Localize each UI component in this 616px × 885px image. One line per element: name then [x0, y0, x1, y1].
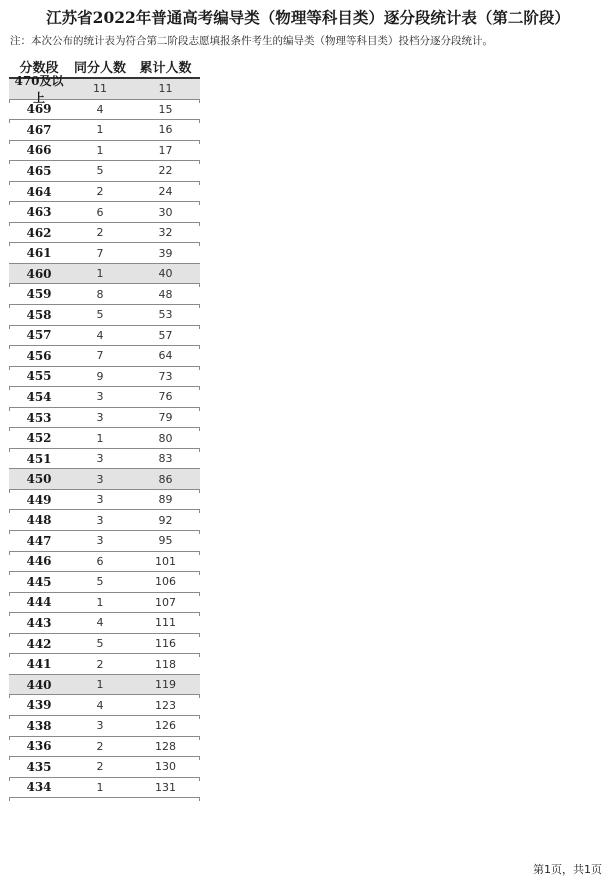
- score-cell: 462: [26, 225, 52, 240]
- note-text: 注：本次公布的统计表为符合第二阶段志愿填报条件考生的编导类（物理等科目类）投档分逐分段统计。: [10, 35, 493, 47]
- table-row: [9, 552, 200, 573]
- same-count-cell: 1: [96, 143, 104, 157]
- table-row: [9, 243, 200, 264]
- score-cell: 457: [26, 328, 52, 343]
- cumulative-cell: 22: [158, 164, 173, 178]
- table-row: [9, 408, 200, 429]
- same-count-cell: 1: [96, 123, 104, 137]
- table-row: [9, 510, 200, 531]
- same-count-cell: 5: [96, 637, 104, 651]
- table-row: [9, 100, 200, 121]
- same-count-cell: 3: [96, 472, 104, 486]
- table-row: [9, 73, 200, 105]
- table-row: [9, 490, 200, 511]
- cumulative-cell: 95: [158, 534, 173, 548]
- table-row: [9, 141, 200, 162]
- table-row: [9, 716, 200, 737]
- header-score: 分数段: [19, 60, 59, 76]
- score-cell: 443: [26, 615, 52, 630]
- same-count-cell: 7: [96, 246, 104, 260]
- score-cell: 461: [26, 246, 52, 261]
- table-row: [9, 161, 200, 182]
- score-cell: 454: [26, 389, 52, 404]
- cumulative-cell: 123: [155, 698, 176, 712]
- score-cell: 447: [26, 533, 52, 548]
- table-row: [9, 695, 200, 716]
- table-row: [9, 778, 200, 799]
- table-row: [9, 202, 200, 223]
- cumulative-cell: 15: [158, 102, 173, 116]
- cumulative-cell: 24: [158, 185, 173, 198]
- cumulative-cell: 119: [155, 678, 176, 692]
- table-row: [9, 737, 200, 758]
- cumulative-cell: 11: [158, 82, 173, 96]
- header-same-count: 同分人数: [73, 60, 126, 76]
- cumulative-cell: 83: [158, 452, 173, 466]
- cumulative-cell: 30: [158, 205, 173, 219]
- score-cell: 434: [26, 780, 52, 795]
- same-count-cell: 1: [96, 595, 104, 609]
- score-cell: 466: [26, 143, 52, 158]
- same-count-cell: 5: [96, 308, 104, 322]
- score-cell: 470及以上: [14, 73, 64, 105]
- same-count-cell: 3: [96, 513, 104, 527]
- cumulative-cell: 118: [155, 657, 176, 671]
- table-row: [9, 367, 200, 388]
- same-count-cell: 4: [96, 698, 104, 712]
- cumulative-cell: 86: [158, 472, 173, 486]
- table-row: [9, 182, 200, 203]
- score-table: [9, 55, 200, 798]
- table-row: [9, 613, 200, 634]
- same-count-cell: 6: [96, 205, 104, 219]
- same-count-cell: 2: [96, 226, 104, 240]
- cumulative-cell: 130: [155, 760, 176, 774]
- cumulative-cell: 17: [158, 143, 173, 157]
- score-cell: 459: [26, 287, 52, 302]
- same-count-cell: 5: [96, 164, 104, 178]
- cumulative-cell: 79: [158, 411, 173, 425]
- table-row: [9, 654, 200, 675]
- cumulative-cell: 80: [158, 431, 173, 445]
- score-cell: 440: [26, 677, 52, 692]
- cumulative-cell: 32: [158, 226, 173, 240]
- same-count-cell: 11: [93, 82, 107, 96]
- same-count-cell: 1: [96, 431, 104, 445]
- header-cumulative: 累计人数: [139, 60, 192, 76]
- score-cell: 445: [26, 574, 52, 589]
- same-count-cell: 1: [96, 678, 104, 692]
- same-count-cell: 4: [96, 616, 104, 630]
- cumulative-cell: 39: [158, 246, 173, 260]
- score-cell: 453: [26, 410, 52, 425]
- score-cell: 446: [26, 554, 52, 569]
- same-count-cell: 2: [96, 739, 104, 753]
- same-count-cell: 2: [96, 185, 104, 198]
- score-cell: 469: [26, 102, 52, 117]
- same-count-cell: 8: [96, 287, 104, 301]
- same-count-cell: 1: [96, 780, 104, 794]
- table-row: [9, 469, 200, 490]
- cumulative-cell: 101: [155, 554, 176, 568]
- cumulative-cell: 131: [155, 780, 176, 794]
- score-cell: 456: [26, 348, 52, 363]
- table-row: [9, 757, 200, 778]
- score-cell: 450: [26, 472, 52, 487]
- score-cell: 442: [26, 636, 52, 651]
- table-row: [9, 675, 200, 696]
- score-cell: 458: [26, 307, 52, 322]
- same-count-cell: 3: [96, 534, 104, 548]
- same-count-cell: 2: [96, 760, 104, 774]
- table-row: [9, 264, 200, 285]
- table-body: [9, 73, 200, 798]
- same-count-cell: 4: [96, 328, 104, 342]
- score-cell: 451: [26, 451, 52, 466]
- cumulative-cell: 53: [158, 308, 173, 322]
- cumulative-cell: 64: [158, 349, 173, 363]
- same-count-cell: 3: [96, 719, 104, 733]
- same-count-cell: 3: [96, 452, 104, 466]
- table-row: [9, 326, 200, 347]
- score-cell: 455: [26, 369, 52, 384]
- cumulative-cell: 111: [155, 616, 176, 630]
- score-cell: 439: [26, 698, 52, 713]
- same-count-cell: 6: [96, 554, 104, 568]
- same-count-cell: 5: [96, 575, 104, 589]
- score-cell: 435: [26, 759, 52, 774]
- same-count-cell: 3: [96, 493, 104, 507]
- score-cell: 464: [26, 184, 52, 199]
- page-footer: 第1页，共1页: [533, 863, 602, 876]
- score-cell: 444: [26, 595, 52, 610]
- score-cell: 467: [26, 122, 52, 137]
- cumulative-cell: 92: [158, 513, 173, 527]
- same-count-cell: 4: [96, 102, 104, 116]
- score-cell: 441: [26, 657, 52, 672]
- cumulative-cell: 116: [155, 637, 176, 651]
- score-cell: 463: [26, 205, 52, 220]
- table-row: [9, 346, 200, 367]
- cumulative-cell: 40: [158, 267, 173, 281]
- same-count-cell: 1: [96, 267, 104, 281]
- table-row: [9, 387, 200, 408]
- same-count-cell: 7: [96, 349, 104, 363]
- same-count-cell: 2: [96, 657, 104, 671]
- cumulative-cell: 76: [158, 390, 173, 404]
- table-row: [9, 305, 200, 326]
- score-cell: 436: [26, 739, 52, 754]
- same-count-cell: 3: [96, 411, 104, 425]
- table-row: [9, 284, 200, 305]
- table-row: [9, 223, 200, 244]
- cumulative-cell: 106: [155, 575, 176, 589]
- score-cell: 465: [26, 163, 52, 178]
- cumulative-cell: 126: [155, 719, 176, 733]
- table-row: [9, 593, 200, 614]
- cumulative-cell: 107: [155, 595, 176, 609]
- cumulative-cell: 16: [158, 123, 173, 137]
- score-cell: 438: [26, 718, 52, 733]
- table-row: [9, 428, 200, 449]
- cumulative-cell: 48: [158, 287, 173, 301]
- score-cell: 449: [26, 492, 52, 507]
- score-cell: 448: [26, 513, 52, 528]
- score-cell: 460: [26, 266, 52, 281]
- cumulative-cell: 57: [158, 328, 173, 342]
- cumulative-cell: 128: [155, 739, 176, 753]
- same-count-cell: 9: [96, 369, 104, 383]
- page-title: 江苏省2022年普通高考编导类（物理等科目类）逐分段统计表（第二阶段）: [46, 8, 570, 27]
- cumulative-cell: 89: [158, 493, 173, 507]
- table-row: [9, 120, 200, 141]
- score-cell: 452: [26, 431, 52, 446]
- cumulative-cell: 73: [158, 369, 173, 383]
- same-count-cell: 3: [96, 390, 104, 404]
- table-row: [9, 531, 200, 552]
- table-row: [9, 634, 200, 655]
- table-row: [9, 449, 200, 470]
- table-row: [9, 572, 200, 593]
